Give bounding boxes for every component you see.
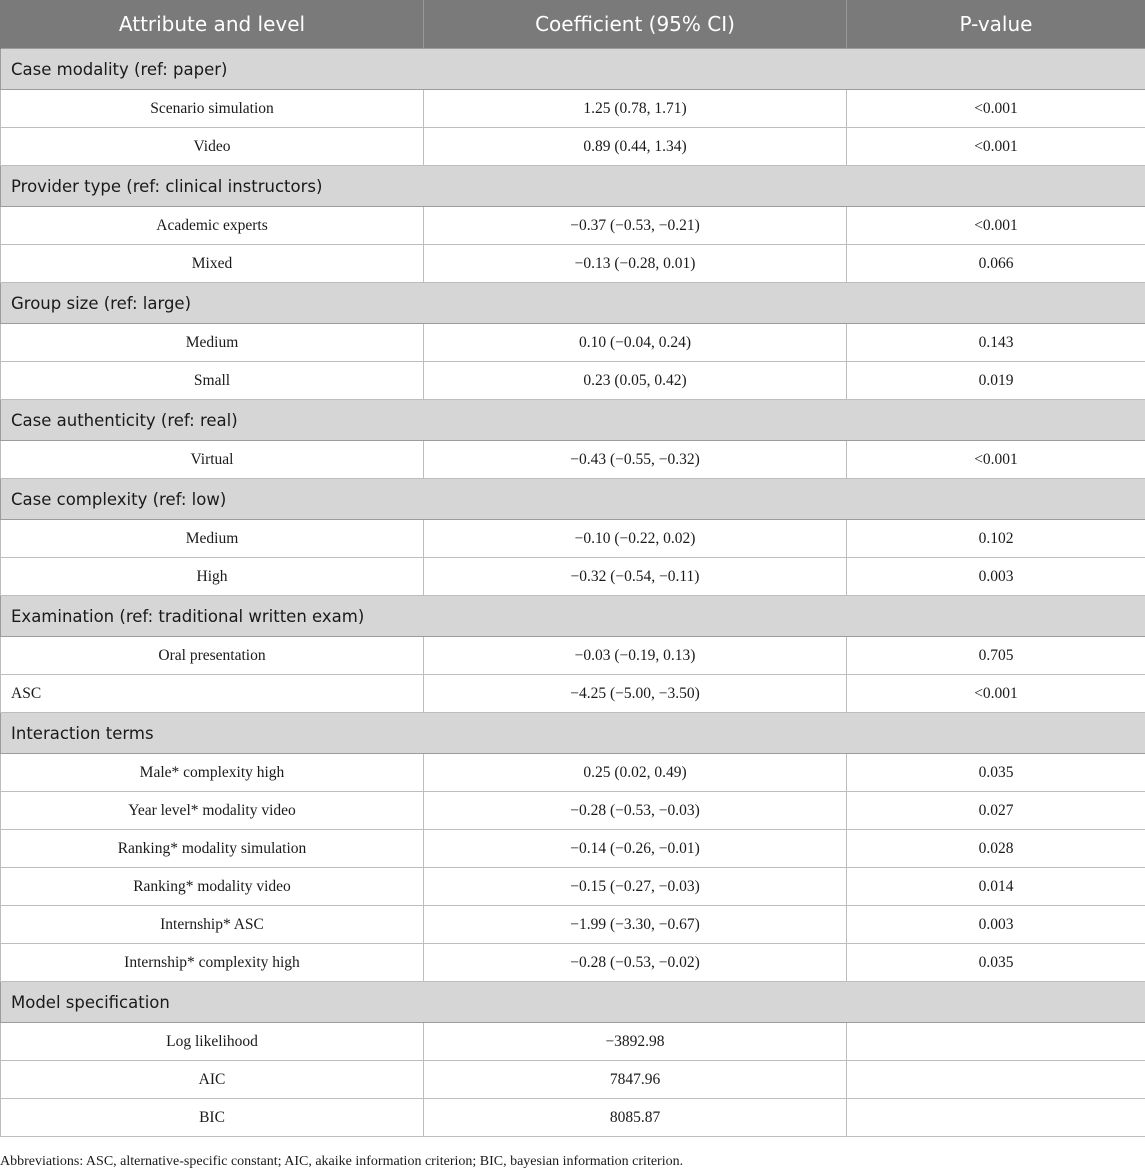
section-header-row [1,283,1145,324]
table-row [1,324,1145,362]
row-label: Mixed [1,245,424,283]
row-label: Year level* modality video [1,792,424,830]
p-value-cell: 0.035 [847,754,1145,792]
coefficient-cell: −0.13 (−0.28, 0.01) [424,245,847,283]
table-row [1,520,1145,558]
coefficient-cell: −0.03 (−0.19, 0.13) [424,637,847,675]
section-title: Case complexity (ref: low) [1,479,1145,520]
section-header-row [1,400,1145,441]
section-title: Examination (ref: traditional written exam) [1,596,1145,637]
p-value-cell: <0.001 [847,441,1145,479]
table-row [1,675,1145,713]
table-footnote: Abbreviations: ASC, alternative-specific constant; AIC, akaike information criterion; BIC, bayesian information criterion. [0,1154,684,1169]
p-value-cell: <0.001 [847,128,1145,166]
table-row [1,637,1145,675]
coefficient-cell: 8085.87 [424,1099,847,1137]
row-label: Medium [1,324,424,362]
section-header-row [1,166,1145,207]
p-value-cell: 0.027 [847,792,1145,830]
row-label: Ranking* modality video [1,868,424,906]
table-row [1,207,1145,245]
p-value-cell: 0.003 [847,906,1145,944]
coefficient-cell: −0.28 (−0.53, −0.02) [424,944,847,982]
row-label: Virtual [1,441,424,479]
p-value-cell: 0.028 [847,830,1145,868]
table-row [1,944,1145,982]
row-label: Medium [1,520,424,558]
section-title: Interaction terms [1,713,1145,754]
table-row [1,792,1145,830]
section-header-row [1,596,1145,637]
table-row [1,362,1145,400]
table-body [1,49,1145,1137]
row-label: BIC [1,1099,424,1137]
p-value-cell: 0.014 [847,868,1145,906]
table-row [1,906,1145,944]
section-title: Case modality (ref: paper) [1,49,1145,90]
coefficient-cell: −0.10 (−0.22, 0.02) [424,520,847,558]
row-label: High [1,558,424,596]
table-row [1,1023,1145,1061]
row-label: Internship* ASC [1,906,424,944]
p-value-cell: 0.019 [847,362,1145,400]
coefficient-cell: −3892.98 [424,1023,847,1061]
p-value-cell: <0.001 [847,207,1145,245]
row-label: Ranking* modality simulation [1,830,424,868]
row-label: Video [1,128,424,166]
table-row [1,558,1145,596]
p-value-cell [847,1023,1145,1061]
row-label: Male* complexity high [1,754,424,792]
section-title: Provider type (ref: clinical instructors) [1,166,1145,207]
coefficient-cell: 0.23 (0.05, 0.42) [424,362,847,400]
row-label: Internship* complexity high [1,944,424,982]
coefficient-cell: −1.99 (−3.30, −0.67) [424,906,847,944]
section-title: Case authenticity (ref: real) [1,400,1145,441]
column-header-p-value: P-value [847,0,1145,49]
p-value-cell: 0.143 [847,324,1145,362]
coefficient-cell: 0.10 (−0.04, 0.24) [424,324,847,362]
coefficient-cell: 1.25 (0.78, 1.71) [424,90,847,128]
table-row [1,245,1145,283]
coefficient-cell: −0.28 (−0.53, −0.03) [424,792,847,830]
table-row [1,868,1145,906]
row-label: Academic experts [1,207,424,245]
coefficient-cell: −0.32 (−0.54, −0.11) [424,558,847,596]
table-row [1,1061,1145,1099]
section-title: Group size (ref: large) [1,283,1145,324]
section-header-row [1,982,1145,1023]
row-label: Small [1,362,424,400]
section-header-row [1,49,1145,90]
table-row [1,128,1145,166]
table-header-row [1,0,1145,49]
row-label: ASC [1,675,424,713]
table-row [1,754,1145,792]
coefficient-cell: −0.15 (−0.27, −0.03) [424,868,847,906]
table-row [1,90,1145,128]
table-row [1,1099,1145,1137]
coefficient-cell: 7847.96 [424,1061,847,1099]
section-header-row [1,479,1145,520]
column-header-coefficient: Coefficient (95% CI) [424,0,847,49]
p-value-cell: 0.705 [847,637,1145,675]
coefficient-cell: 0.89 (0.44, 1.34) [424,128,847,166]
p-value-cell: <0.001 [847,675,1145,713]
p-value-cell: 0.003 [847,558,1145,596]
p-value-cell [847,1099,1145,1137]
table-row [1,441,1145,479]
row-label: Log likelihood [1,1023,424,1061]
p-value-cell [847,1061,1145,1099]
row-label: Oral presentation [1,637,424,675]
p-value-cell: <0.001 [847,90,1145,128]
section-title: Model specification [1,982,1145,1023]
column-header-attribute: Attribute and level [1,0,424,49]
section-header-row [1,713,1145,754]
coefficient-cell: −0.43 (−0.55, −0.32) [424,441,847,479]
table-row [1,830,1145,868]
coefficient-cell: −0.14 (−0.26, −0.01) [424,830,847,868]
row-label: AIC [1,1061,424,1099]
coefficient-cell: 0.25 (0.02, 0.49) [424,754,847,792]
p-value-cell: 0.035 [847,944,1145,982]
coefficient-cell: −0.37 (−0.53, −0.21) [424,207,847,245]
p-value-cell: 0.102 [847,520,1145,558]
p-value-cell: 0.066 [847,245,1145,283]
row-label: Scenario simulation [1,90,424,128]
coefficient-cell: −4.25 (−5.00, −3.50) [424,675,847,713]
